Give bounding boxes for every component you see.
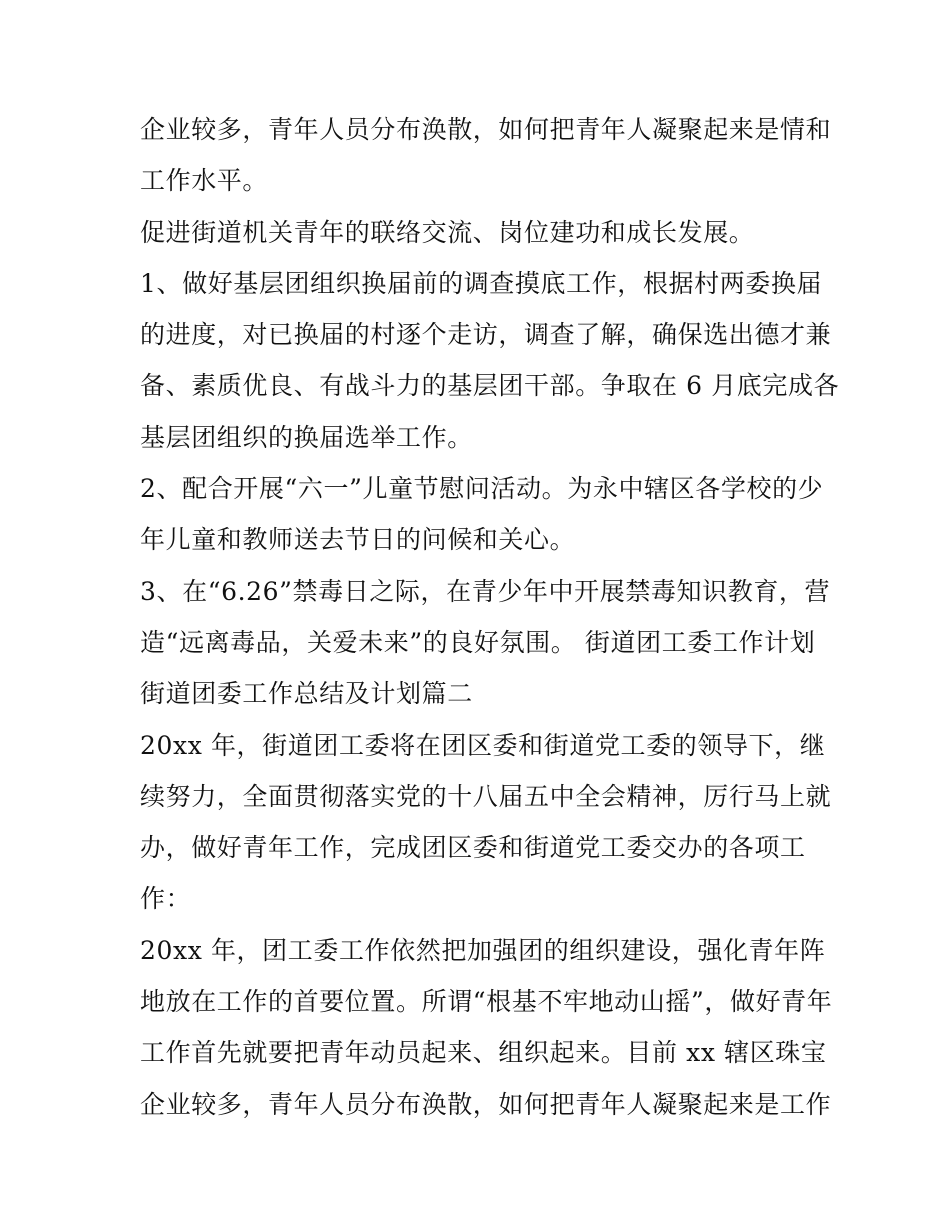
- text-line: 造“远离毒品，关爱未来”的良好氛围。 街道团工委工作计划: [140, 627, 816, 657]
- text-line: 的进度，对已换届的村逐个走访，调查了解，确保选出德才兼: [140, 320, 832, 350]
- text-line: 企业较多，青年人员分布涣散，如何把青年人凝聚起来是工作: [140, 1089, 832, 1119]
- text-line: 工作水平。: [140, 166, 269, 196]
- text-line: 工作首先就要把青年动员起来、组织起来。目前 xx 辖区珠宝: [140, 1038, 827, 1068]
- text-line: 基层团组织的换届选举工作。: [140, 422, 473, 452]
- text-line: 续努力，全面贯彻落实党的十八届五中全会精神，厉行马上就: [140, 781, 832, 811]
- text-line: 地放在工作的首要位置。所谓“根基不牢地动山摇”，做好青年: [140, 987, 833, 1017]
- section-heading: 街道团委工作总结及计划篇二: [140, 679, 473, 709]
- text-line: 20xx 年，街道团工委将在团区委和街道党工委的领导下，继: [140, 730, 826, 760]
- text-line: 2、配合开展“六一”儿童节慰问活动。为永中辖区各学校的少: [140, 474, 824, 504]
- text-line: 1、做好基层团组织换届前的调查摸底工作，根据村两委换届: [140, 268, 823, 298]
- text-line: 年儿童和教师送去节日的问候和关心。: [140, 525, 576, 555]
- text-line: 企业较多，青年人员分布涣散，如何把青年人凝聚起来是情和: [140, 115, 832, 144]
- text-line: 备、素质优良、有战斗力的基层团干部。争取在 6 月底完成各: [140, 371, 840, 401]
- text-line: 20xx 年，团工委工作依然把加强团的组织建设，强化青年阵: [140, 935, 826, 965]
- text-line: 作：: [140, 884, 192, 914]
- document-body: [140, 104, 840, 1130]
- text-line: 办，做好青年工作，完成团区委和街道党工委交办的各项工: [140, 833, 806, 863]
- text-line: 促进街道机关青年的联络交流、岗位建功和成长发展。: [140, 217, 755, 247]
- text-line: 3、在“6.26”禁毒日之际，在青少年中开展禁毒知识教育，营: [140, 576, 831, 606]
